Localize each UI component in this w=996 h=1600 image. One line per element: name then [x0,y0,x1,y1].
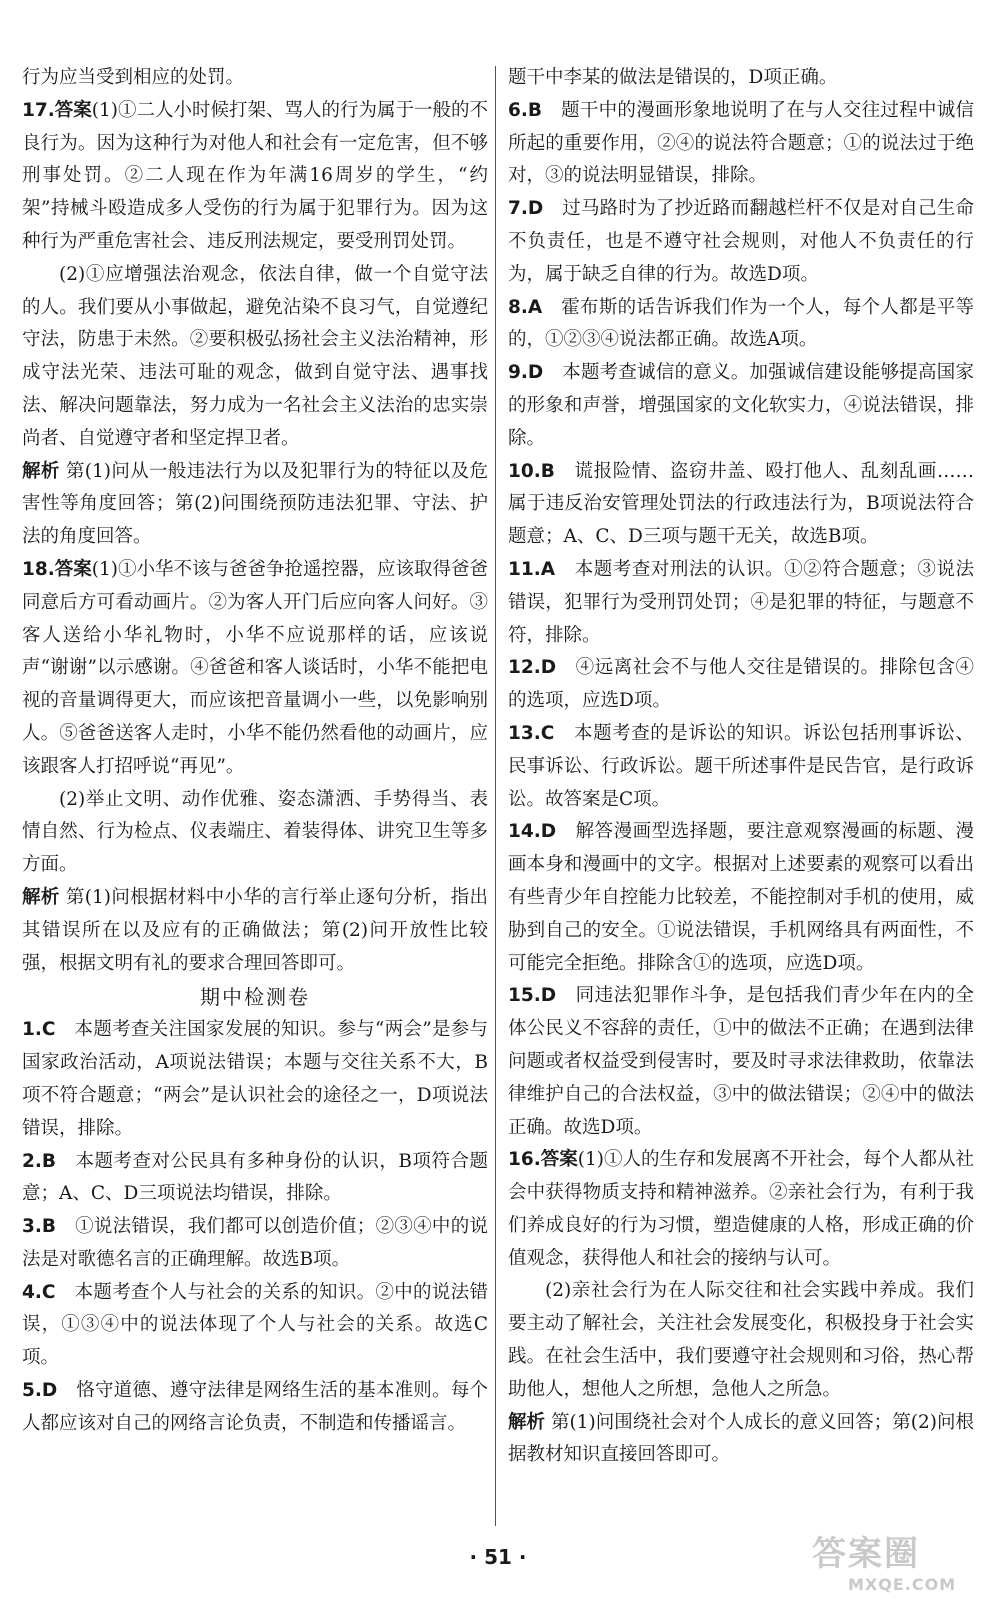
right-column [508,62,974,1472]
explanation-label: 解析 [22,460,60,482]
answer-text: 谎报险情、盗窃井盖、殴打他人、乱刻乱画……属于违反治安管理处罚法的行政违法行为，B项说法符合题意；A、C、D三项与题干无关，故选B项。 [508,460,974,548]
answer-text: 本题考查的是诉讼的知识。诉讼包括刑事诉讼、民事诉讼、行政诉讼。题干所述事件是民告官，是行政诉讼。故答案是C项。 [508,722,974,810]
page-number: · 51 · [469,1545,527,1569]
answer-text: 题干中的漫画形象地说明了在与人交往过程中诚信所起的重要作用，②④的说法符合题意；①的说法过于绝对，③的说法明显错误，排除。 [508,99,974,187]
explanation-label: 解析 [22,886,60,908]
answer-label: 答案 [540,1149,578,1171]
answer-item: 9.D 本题考查诚信的意义。加强诚信建设能够提高国家的形象和声誉，增强国家的文化软实力，④说法错误，排除。 [508,362,974,449]
left-column [22,62,488,1441]
answer-item: 12.D ④远离社会不与他人交往是错误的。排除包含④的选项，应选D项。 [508,657,974,712]
explanation-text: 第(1)问从一般违法行为以及犯罪行为的特征以及危害性等角度回答；第(2)问围绕预防违法犯罪、守法、护法的角度回答。 [22,460,488,548]
explanation-label: 解析 [508,1411,546,1433]
answer-17 [22,95,488,554]
answer-choice: A [540,558,556,580]
answer-16 [508,1144,974,1472]
answer-text: 本题考查诚信的意义。加强诚信建设能够提高国家的形象和声誉，增强国家的文化软实力，④说法错误，排除。 [508,362,974,449]
answer-text: 本题考查个人与社会的关系的知识。②中的说法错误，①③④中的说法体现了个人与社会的关系。故选C项。 [22,1281,488,1369]
answer-label: 答案 [54,99,92,121]
answer-item: 10.B 谎报险情、盗窃井盖、殴打他人、乱刻乱画……属于违反治安管理处罚法的行政违法行为，B项说法符合题意；A、C、D三项与题干无关，故选B项。 [508,460,974,548]
answer-item: 5.D 恪守道德、遵守法律是网络生活的基本准则。每个人都应该对自己的网络言论负责，不制造和传播谣言。 [22,1380,488,1434]
answer-choice: B [41,1150,57,1172]
answer-text: 霍布斯的话告诉我们作为一个人，每个人都是平等的，①②③④说法都正确。故选A项。 [508,296,974,351]
watermark-title: 答案圈 [812,1534,920,1574]
answer-item: 13.C 本题考查的是诉讼的知识。诉讼包括刑事诉讼、民事诉讼、行政诉讼。题干所述事件是民告官，是行政诉讼。故答案是C项。 [508,722,974,810]
section-title: 期中检测卷 [200,985,310,1010]
answer-part-1: (1)①小华不该与爸爸争抢遥控器，应该取得爸爸同意后方可看动画片。②为客人开门后应向客人问好。③客人送给小华礼物时，小华不应说那样的话，应该说声“谢谢”以示感谢。④爸爸和客人谈话时，小华不能把电视的音量调得更大，而应该把音量调小一些，以免影响别人。⑤爸爸送客人走时，小华不能仍然看他的动画片，应该跟客人打招呼说“再见”。 [22,558,489,777]
answer-part-1: (1)①二人小时候打架、骂人的行为属于一般的不良行为。因为这种行为对他人和社会有一定危害，但不够刑事处罚。②二人现在作为年满16周岁的学生，“约架”持械斗殴造成多人受伤的行为属于犯罪行为。因为这种行为严重危害社会、违反刑法规定，要受刑罚处罚。 [22,99,489,252]
answer-choice: B [41,1216,57,1238]
answer-label: 答案 [54,558,92,580]
watermark-logo [812,1526,982,1592]
answer-choice: D [540,657,557,679]
answer-part-2: (2)亲社会行为在人际交往和社会实践中养成。我们要主动了解社会，关注社会发展变化，积极投身于社会实践。在社会生活中，我们要遵守社会规则和习俗，热心帮助他人，想他人之所想，急他人之所急。 [508,1280,974,1400]
answer-item: 14.D 解答漫画型选择题，要注意观察漫画的标题、漫画本身和漫画中的文字。根据对上述要素的观察可以看出有些青少年自控能力比较差，不能控制对手机的使用，威胁到自己的安全。①说法错误，手机网络具有两面性，不可能完全拒绝。排除含①的选项，应选D项。 [508,821,974,974]
answer-text: 本题考查对公民具有多种身份的认识，B项符合题意；A、C、D三项说法均错误，排除。 [22,1150,488,1205]
answer-text: 本题考查关注国家发展的知识。参与“两会”是参与国家政治活动，A项说法错误；本题与交往关系不大，B项不符合题意；“两会”是认识社会的途径之一，D项说法错误，排除。 [22,1019,488,1139]
question-number: 16. [508,1149,541,1171]
answer-choice: C [41,1281,56,1303]
answer-text: 解答漫画型选择题，要注意观察漫画的标题、漫画本身和漫画中的文字。根据对上述要素的观察可以看出有些青少年自控能力比较差，不能控制对手机的使用，威胁到自己的安全。①说法错误，手机网络具有两面性，不可能完全拒绝。排除含①的选项，应选D项。 [508,821,974,974]
answer-text: 本题考查对刑法的认识。①②符合题意；③说法错误，犯罪行为受刑罚处罚；④是犯罪的特征，与题意不符，排除。 [508,558,974,646]
answer-part-1: (1)①人的生存和发展离不开社会，每个人都从社会中获得物质支持和精神滋养。②亲社会行为，有利于我们养成良好的行为习惯，塑造健康的人格，形成正确的价值观念，获得他人和社会的接纳与认可。 [508,1149,975,1269]
answer-choice: C [41,1019,56,1041]
answer-text: 恪守道德、遵守法律是网络生活的基本准则。每个人都应该对自己的网络言论负责，不制造和传播谣言。 [22,1380,488,1434]
answer-item: 8.A 霍布斯的话告诉我们作为一个人，每个人都是平等的，①②③④说法都正确。故选A项。 [508,296,974,351]
continued-text: 行为应当受到相应的处罚。 [22,67,245,88]
answer-18 [22,554,488,980]
question-number: 18. [22,558,55,580]
answer-item: 7.D 过马路时为了抄近路而翻越栏杆不仅是对自己生命不负责任，也是不遵守社会规则，对他人不负责任的行为，属于缺乏自律的行为。故选D项。 [508,198,974,285]
answer-item: 6.B 题干中的漫画形象地说明了在与人交往过程中诚信所起的重要作用，②④的说法符合题意；①的说法过于绝对，③的说法明显错误，排除。 [508,99,974,187]
answer-choice: A [527,296,543,318]
answer-part-2: (2)举止文明、动作优雅、姿态潇洒、手势得当、表情自然、行为检点、仪表端庄、着装得体、讲究卫生等多方面。 [22,788,488,876]
watermark-url: MXQE.COM [848,1575,957,1594]
answer-choice: D [527,362,544,384]
answer-choice: B [540,460,555,482]
answer-item: 3.B ①说法错误，我们都可以创造价值；②③④中的说法是对歌德名言的正确理解。故选B项。 [22,1216,488,1270]
answer-item: 15.D 同违法犯罪作斗争，是包括我们青少年在内的全体公民义不容辞的责任，①中的做法不正确；在遇到法律问题或者权益受到侵害时，要及时寻求法律救助，依靠法律维护自己的合法权益，③中的做法错误；②④中的做法正确。故选D项。 [508,985,974,1138]
answer-choice: C [540,722,555,744]
answer-part-2: (2)①应增强法治观念，依法自律，做一个自觉守法的人。我们要从小事做起，避免沾染不良习气，自觉遵纪守法，防患于未然。②要积极弘扬社会主义法治精神，形成守法光荣、违法可耻的观念，做到自觉守法、遇事找法、解决问题靠法，努力成为一名社会主义法治的忠实崇尚者、自觉遵守者和坚定捍卫者。 [22,263,488,449]
answer-text: ①说法错误，我们都可以创造价值；②③④中的说法是对歌德名言的正确理解。故选B项。 [22,1216,488,1270]
answer-text: 同违法犯罪作斗争，是包括我们青少年在内的全体公民义不容辞的责任，①中的做法不正确；在遇到法律问题或者权益受到侵害时，要及时寻求法律救助，依靠法律维护自己的合法权益，③中的做法错误；②④中的做法正确。故选D项。 [508,985,974,1138]
answer-text: ④远离社会不与他人交往是错误的。排除包含④的选项，应选D项。 [508,657,974,712]
answer-choice: D [540,985,557,1007]
question-number: 17. [22,99,55,121]
answer-choice: D [41,1380,58,1402]
answer-item: 11.A 本题考查对刑法的认识。①②符合题意；③说法错误，犯罪行为受刑罚处罚；④是犯罪的特征，与题意不符，排除。 [508,558,974,646]
answer-text: 过马路时为了抄近路而翻越栏杆不仅是对自己生命不负责任，也是不遵守社会规则，对他人不负责任的行为，属于缺乏自律的行为。故选D项。 [508,198,974,285]
answer-item: 4.C 本题考查个人与社会的关系的知识。②中的说法错误，①③④中的说法体现了个人与社会的关系。故选C项。 [22,1281,488,1369]
explanation-text: 第(1)问围绕社会对个人成长的意义回答；第(2)问根据教材知识直接回答即可。 [508,1411,974,1466]
midterm-answers [22,1014,488,1440]
answer-choice: B [527,99,543,121]
explanation-text: 第(1)问根据材料中小华的言行举止逐句分析，指出其错误所在以及应有的正确做法；第(2)问开放性比较强，根据文明有礼的要求合理回答即可。 [22,886,488,974]
answer-item: 1.C 本题考查关注国家发展的知识。参与“两会”是参与国家政治活动，A项说法错误；本题与交往关系不大，B项不符合题意；“两会”是认识社会的途径之一，D项说法错误，排除。 [22,1019,488,1139]
answer-choice: D [527,198,544,220]
continued-text: 题干中李某的做法是错误的，D项正确。 [508,67,838,88]
column-divider [495,66,496,1526]
answer-item: 2.B 本题考查对公民具有多种身份的认识，B项符合题意；A、C、D三项说法均错误，排除。 [22,1150,488,1205]
answer-choice: D [540,821,557,843]
